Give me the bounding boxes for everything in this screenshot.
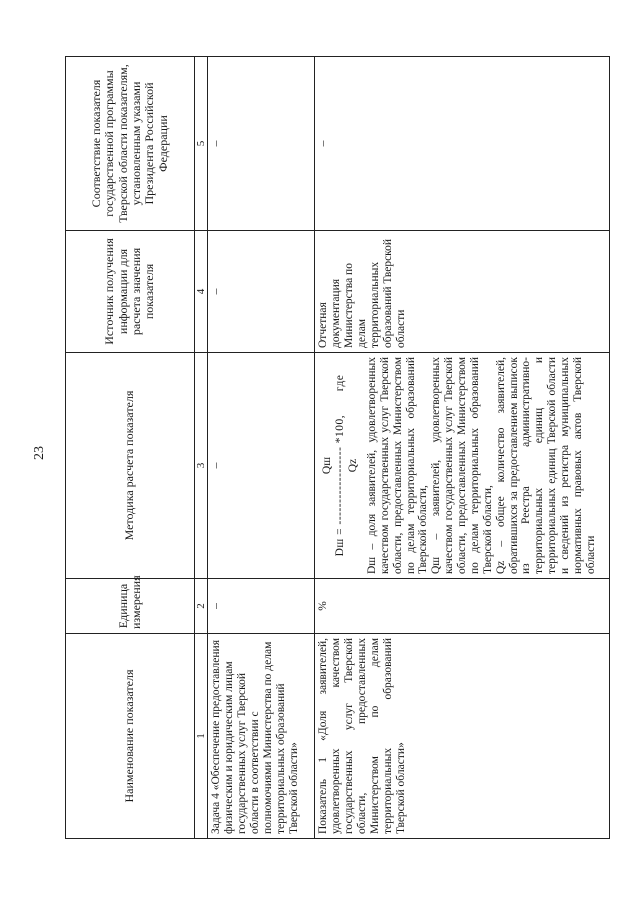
formula (321, 357, 360, 574)
indicator-name: Показатель 1 «Доля заявителей, удовлетворенных качеством государственных услуг Тверской области, предоставленных Министерством по делам территориальных образований Тверской области» (315, 634, 610, 839)
table-header-row (66, 57, 195, 839)
page-number: 23 (32, 446, 47, 460)
task-row (208, 57, 315, 839)
formula-where: где (334, 374, 347, 392)
column-number: 4 (195, 231, 208, 353)
header-unit: Единица измерения (66, 579, 195, 634)
header-indicator-name: Наименование показателя (66, 634, 195, 839)
formula-lhs: Dш = (334, 527, 347, 557)
indicator-source: Отчетная документация Министерства по делам территориальных образований Тверской области (315, 231, 610, 353)
column-number: 1 (195, 634, 208, 839)
formula-numerator: Qш (321, 456, 334, 475)
column-number: 3 (195, 353, 208, 579)
indicator-compliance-empty: – (315, 57, 610, 231)
definition-dsh: Dш – доля заявителей, удовлетворенных качеством государственных услуг Тверской области, предоставленных Министерством по делам территориальных образований Тверской области, (365, 357, 430, 574)
header-compliance: Соответствие показателя государственной программы Тверской области показателям, установленным указами Президента Российской Федерации (66, 57, 195, 231)
indicator-unit: % (315, 579, 610, 634)
column-number: 5 (195, 57, 208, 231)
formula-line: Dш = ------------------ *100, где (334, 374, 347, 557)
formula-rhs: *100, (334, 414, 347, 444)
column-number: 2 (195, 579, 208, 634)
column-number-row (195, 57, 208, 839)
task-compliance-empty: – (208, 57, 315, 231)
definition-qsh: Qш – заявителей, удовлетворенных качеством государственных услуг Тверской области, предоставленных Министерством по делам территориальных образований Тверской области, (430, 357, 494, 574)
formula-denominator: Qz (347, 458, 360, 473)
indicator-row (315, 57, 610, 839)
indicator-method (315, 353, 610, 579)
definition-qz: Qz – общее количество заявителей, обратившихся за предоставлением выписок из Реестра административно-территориальных единиц и территориальных единиц Тверской области и сведений из регистра муниципальных нормативных правовых актов Тверской области (494, 357, 597, 574)
header-source: Источник получения информации для расчета значения показателя (66, 231, 195, 353)
task-method-empty: – (208, 353, 315, 579)
task-source-empty: – (208, 231, 315, 353)
task-name: Задача 4 «Обеспечение предоставления физическим и юридическим лицам государственных услуг Тверской области в соответствии с полномочиями Министерства по делам территориальных образований Тверской области» (208, 634, 315, 839)
header-method: Методика расчета показателя (66, 353, 195, 579)
indicator-table (65, 56, 610, 839)
task-unit-empty: – (208, 579, 315, 634)
indicator-table-rotated (65, 57, 613, 839)
